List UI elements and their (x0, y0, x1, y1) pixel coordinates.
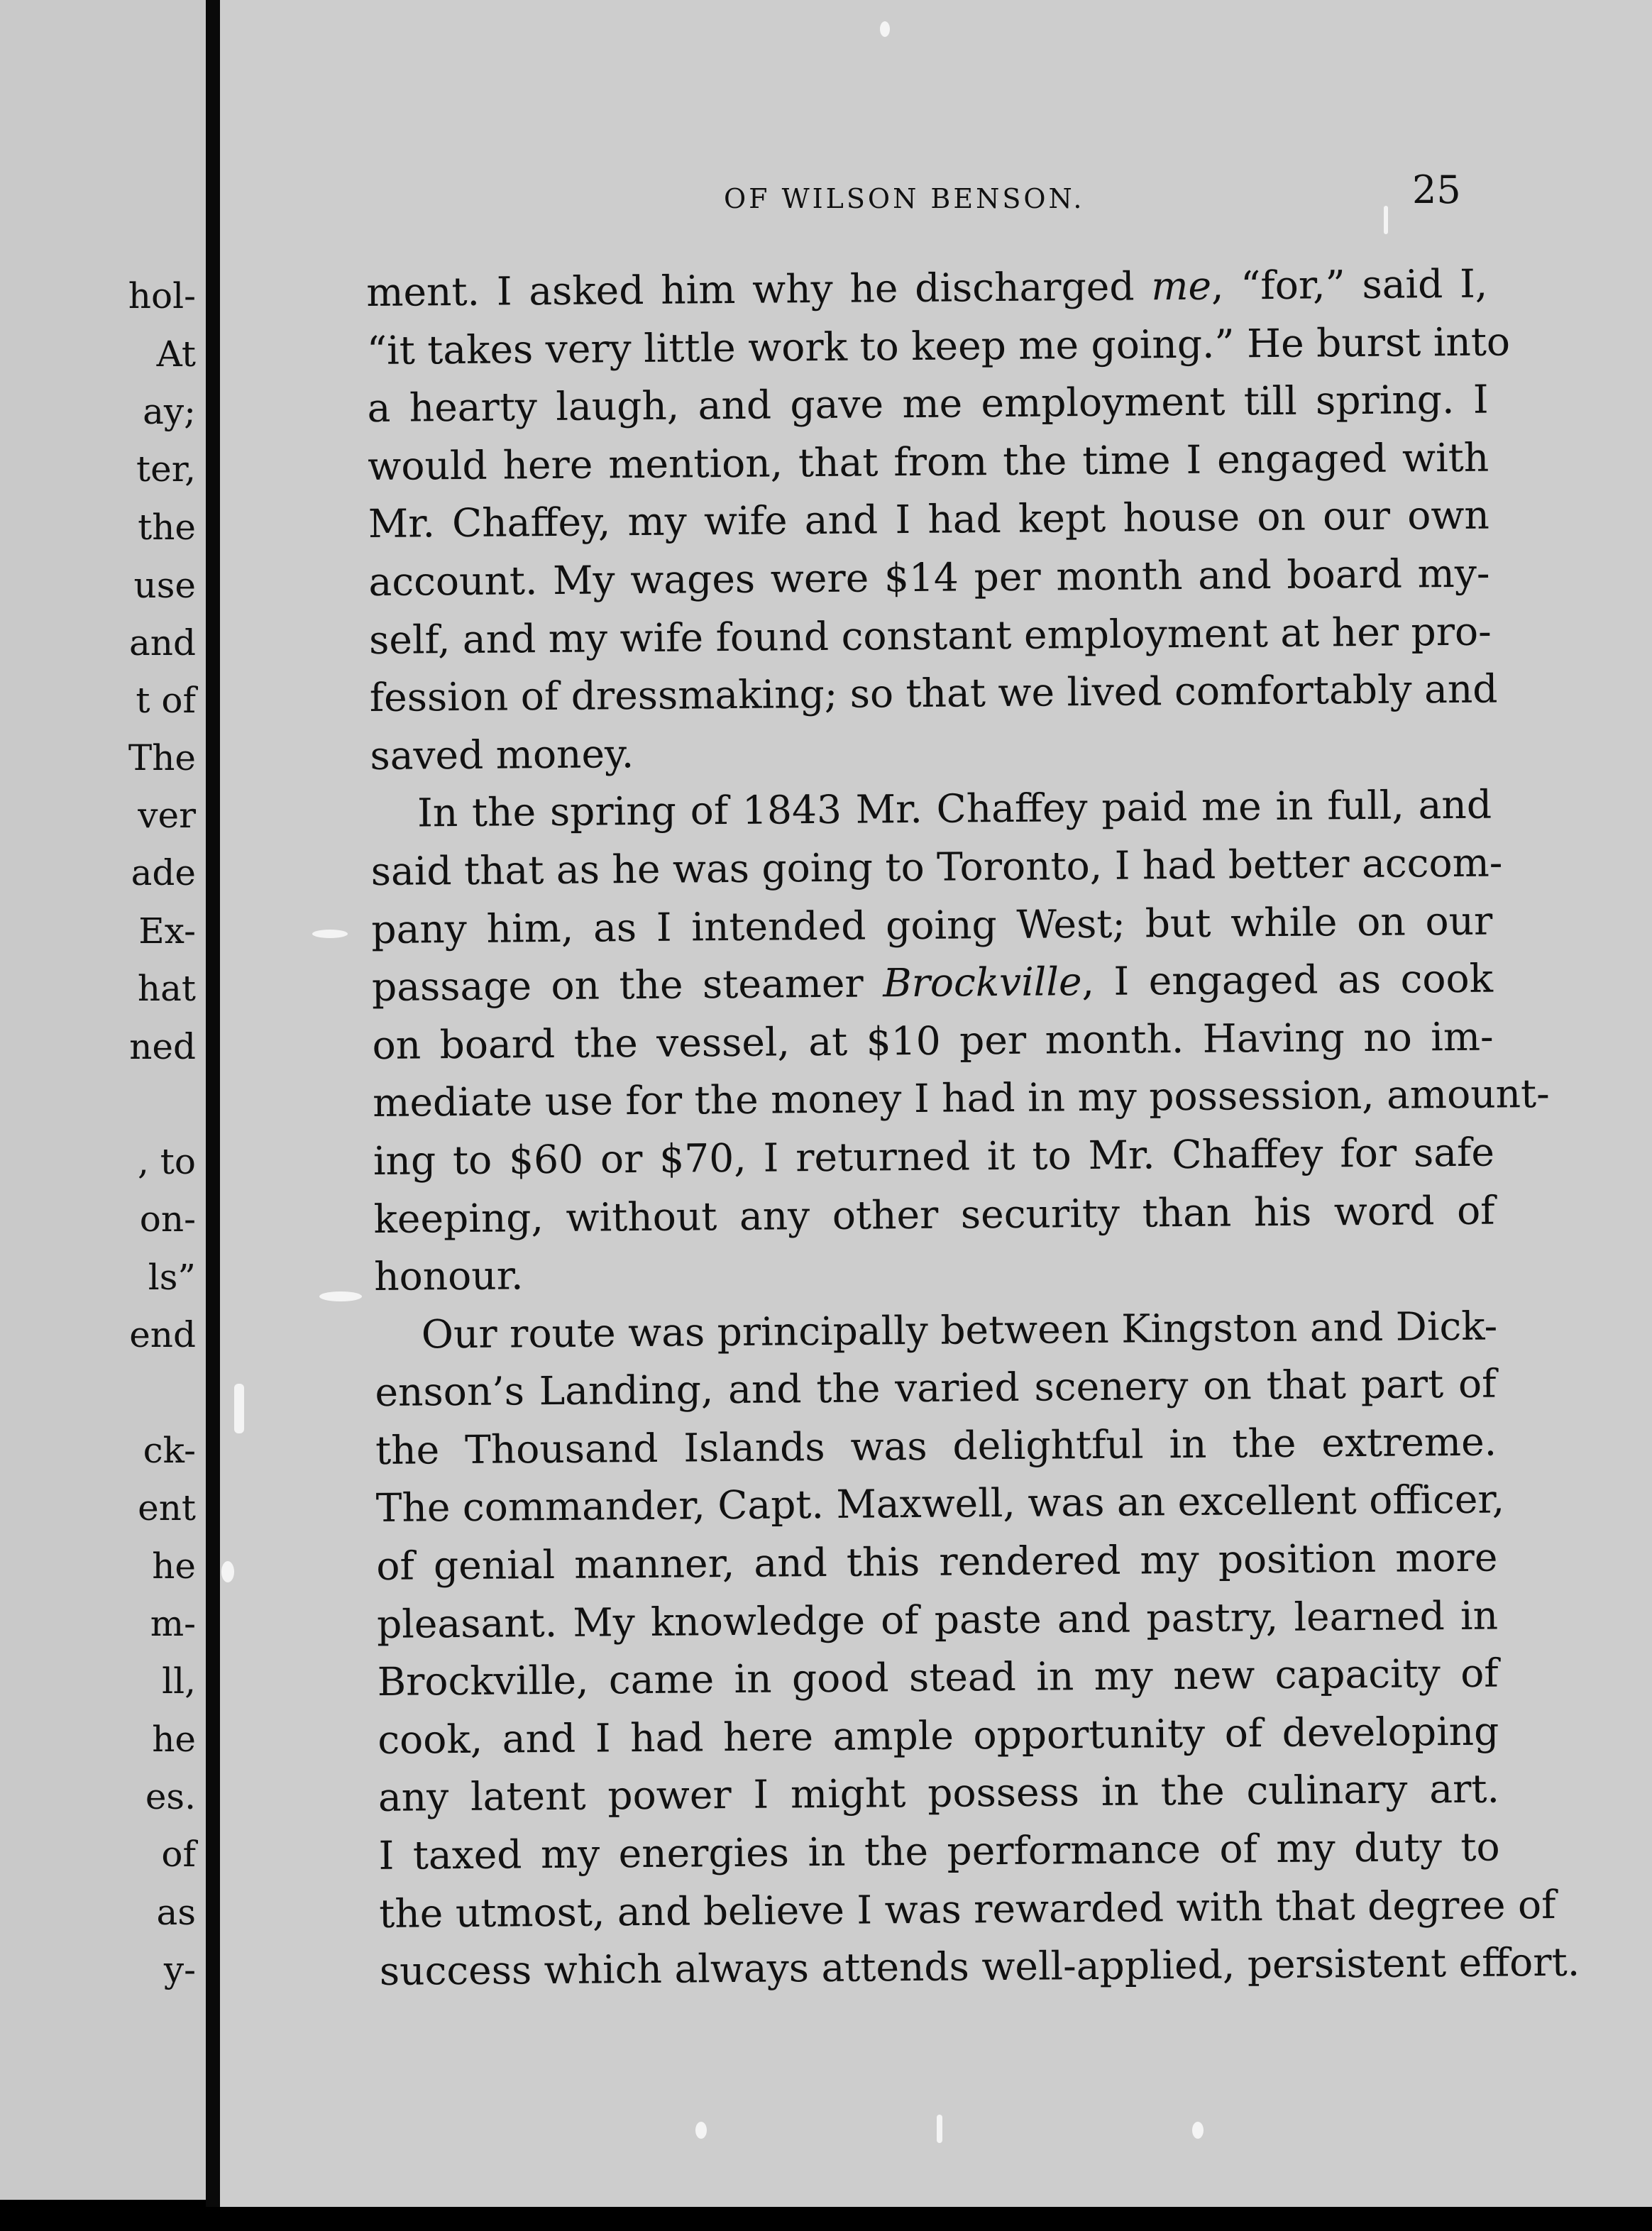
scan-speck (1384, 206, 1388, 234)
previous-page-fragment: the (138, 507, 196, 548)
previous-page-fragment: ll, (162, 1660, 196, 1702)
previous-page-fragment: he (152, 1719, 196, 1760)
text-line: any latent power I might possess in the culinary art. (378, 1765, 1500, 1821)
text-line: a hearty laugh, and gave me employment till spring. I (367, 376, 1489, 431)
italic-text: Brockville (882, 959, 1082, 1006)
text-line: honour. (373, 1252, 524, 1300)
text-line: success which always attends well-applied, persistent effort. (379, 1939, 1580, 1995)
previous-page-fragment: t of (136, 680, 196, 721)
text-line: In the spring of 1843 Mr. Chaffey paid me in full, and (417, 781, 1492, 836)
text-segment: , I engaged as cook (1081, 955, 1494, 1005)
text-line (366, 255, 1488, 322)
page-number: 25 (1412, 167, 1461, 212)
previous-page-fragment: of (161, 1834, 196, 1875)
previous-page-fragment: ver (138, 795, 196, 836)
text-line: of genial manner, and this rendered my position more (376, 1534, 1498, 1590)
previous-page-fragment: ent (138, 1487, 196, 1528)
scan-speck (234, 1384, 244, 1433)
text-line: Brockville, came in good stead in my new capacity of (377, 1650, 1499, 1705)
text-line: would here mention, that from the time I engaged with (367, 434, 1489, 489)
book-gutter (206, 0, 220, 2231)
scan-speck (937, 2115, 942, 2143)
text-line: account. My wages were $14 per month and board my- (368, 550, 1490, 605)
text-line: said that as he was going to Toronto, I had better accom- (370, 839, 1503, 894)
text-line: on board the vessel, at $10 per month. Having no im- (372, 1013, 1494, 1068)
previous-page-fragment: ls” (148, 1257, 196, 1298)
scan-speck (312, 930, 348, 938)
text-line: pleasant. My knowledge of paste and pastry, learned in (376, 1592, 1499, 1647)
running-head: OF WILSON BENSON. (724, 183, 1085, 214)
text-segment: , “for,” said I, (1211, 260, 1488, 309)
italic-text: me (1151, 263, 1212, 309)
previous-page-fragment: ade (131, 852, 196, 893)
text-line: enson’s Landing, and the varied scenery on that part of (375, 1360, 1497, 1416)
text-segment: ment. I asked him why he discharged (366, 263, 1152, 315)
previous-page-fragment: ay; (143, 391, 196, 432)
previous-page-fragment: es. (145, 1776, 196, 1817)
text-line: self, and my wife found constant employment at her pro- (368, 608, 1492, 663)
book-page (220, 0, 1652, 2207)
text-line: pany him, as I intended going West; but while on our (371, 898, 1493, 952)
previous-page-fragment: , to (138, 1141, 196, 1182)
previous-page-fragment: and (128, 622, 196, 663)
text-line: the Thousand Islands was delightful in the extreme. (375, 1419, 1497, 1473)
scan-speck (319, 1291, 362, 1301)
previous-page-fragment: y- (163, 1949, 196, 1990)
scan-bottom-edge (0, 2207, 1652, 2231)
body-text (366, 255, 1580, 2001)
previous-page-fragment: hat (137, 968, 196, 1009)
text-line (372, 950, 1494, 1017)
previous-page-fragment: ck- (143, 1430, 196, 1471)
previous-page-fragment: end (129, 1314, 196, 1355)
text-line: cook, and I had here ample opportunity of developing (378, 1708, 1499, 1763)
previous-page-fragment: ned (129, 1026, 196, 1067)
previous-page-fragment: on- (139, 1199, 196, 1240)
text-line: The commander, Capt. Maxwell, was an excellent officer, (375, 1476, 1505, 1531)
previous-page-fragment: Ex- (138, 910, 196, 952)
previous-page-fragment: The (128, 737, 196, 778)
previous-page-fragment: he (152, 1546, 196, 1587)
previous-page-fragment: use (133, 565, 196, 606)
text-line: keeping, without any other security than his word of (373, 1187, 1495, 1242)
previous-page-fragment: m- (150, 1603, 196, 1644)
scan-speck (880, 21, 890, 37)
previous-page-fragment: hol- (128, 275, 196, 316)
text-segment: passage on the steamer (371, 960, 883, 1010)
scan-speck (221, 1561, 234, 1582)
text-line: I taxed my energies in the performance of my duty to (378, 1824, 1500, 1878)
previous-page-fragment: At (156, 334, 196, 375)
previous-page-fragment: as (156, 1892, 196, 1933)
previous-page-fragment: ter, (136, 448, 196, 490)
text-line: Our route was principally between Kingston and Dick- (421, 1303, 1498, 1357)
text-line: Mr. Chaffey, my wife and I had kept house on our own (368, 492, 1490, 547)
scan-speck (695, 2122, 707, 2139)
text-line: the utmost, and believe I was rewarded with that degree of (379, 1881, 1556, 1937)
text-line: saved money. (370, 730, 634, 778)
scan-speck (1192, 2122, 1204, 2139)
previous-page-edge (0, 0, 206, 2200)
text-line: mediate use for the money I had in my possession, amount- (373, 1071, 1550, 1126)
text-line: ing to $60 or $70, I returned it to Mr. Chaffey for safe (373, 1129, 1495, 1184)
text-line: fession of dressmaking; so that we lived comfortably and (369, 666, 1498, 721)
text-line: “it takes very little work to keep me going.” He burst into (366, 318, 1511, 373)
